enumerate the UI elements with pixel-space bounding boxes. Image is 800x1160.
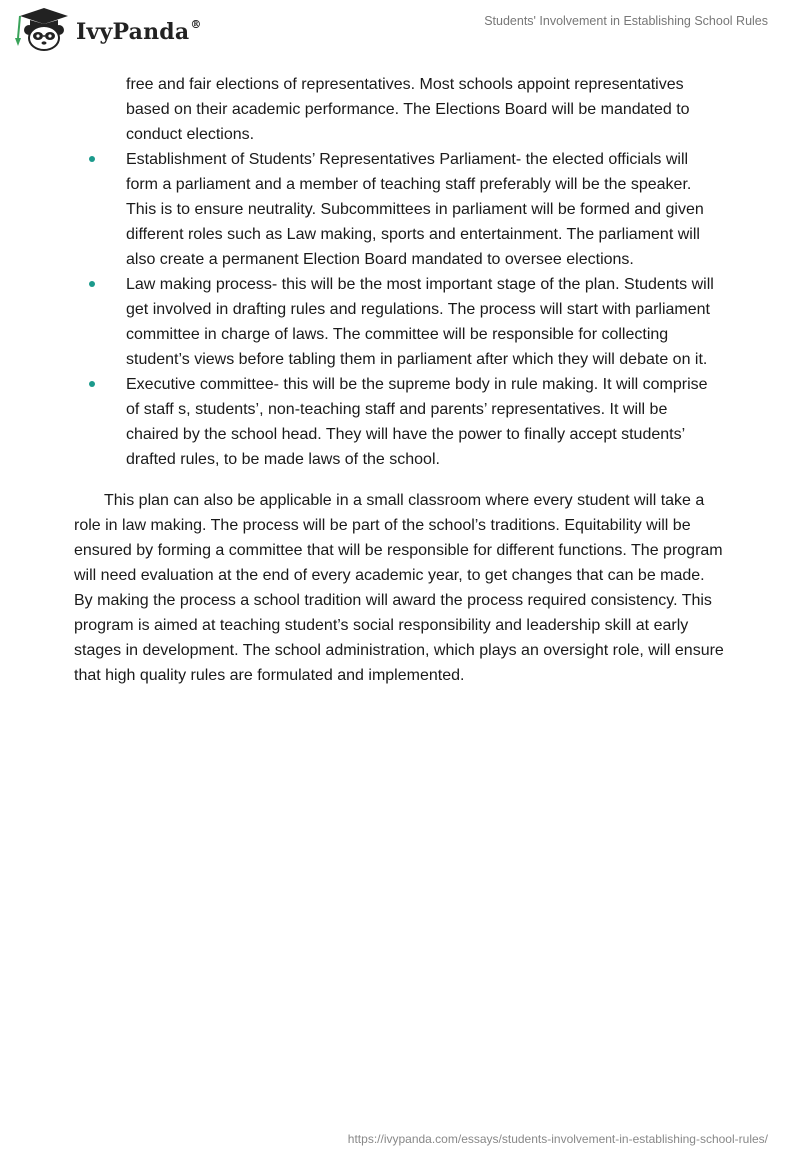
bullet-text: Executive committee- this will be the supreme body in rule making. It will comprise of staff s, students’, non-teaching staff and parents’ representatives. It will be chaired by the school head. They will have the power to finally accept students’ drafted rules, to be made laws of the school. xyxy=(126,376,708,468)
logo-wordmark: IvyPanda® xyxy=(76,17,202,45)
bullet-dot-icon xyxy=(89,281,95,287)
bullet-list xyxy=(74,147,724,472)
source-url-link[interactable]: https://ivypanda.com/essays/students-involvement-in-establishing-school-rules/ xyxy=(347,1132,768,1146)
bullet-item xyxy=(74,272,724,372)
bullet-item xyxy=(74,372,724,472)
panda-graduate-icon xyxy=(14,8,70,52)
document-title: Students' Involvement in Establishing School Rules xyxy=(484,14,768,28)
bullet-dot-icon xyxy=(89,381,95,387)
essay-content xyxy=(74,72,724,688)
page-header xyxy=(0,0,800,60)
body-paragraph: This plan can also be applicable in a small classroom where every student will take a role in law making. The process will be part of the school’s traditions. Equitability will be ensured by forming a committee that will be responsible for different functions. The program will need evaluation at the end of every academic year, to get changes that can be made. By making the process a school tradition will award the process required consistency. This program is aimed at teaching student’s social responsibility and leadership skill at early stages in development. The school administration, which plays an oversight role, will ensure that high quality rules are formulated and implemented. xyxy=(74,492,724,684)
bullet-item xyxy=(74,147,724,272)
registered-mark: ® xyxy=(190,17,202,31)
bullet-dot-icon xyxy=(89,156,95,162)
bullet-continuation-text: free and fair elections of representatives. Most schools appoint representatives based on their academic performance. The Elections Board will be mandated to conduct elections. xyxy=(126,76,690,143)
bullet-text: Law making process- this will be the most important stage of the plan. Students will get involved in drafting rules and regulations. The process will start with parliament committee in charge of laws. The committee will be responsible for collecting student’s views before tabling them in parliament after which they will debate on it. xyxy=(126,276,714,368)
bullet-text: Establishment of Students’ Representatives Parliament- the elected officials will form a parliament and a member of teaching staff preferably will be the speaker. This is to ensure neutrality. Subcommittees in parliament will be formed and given different roles such as Law making, sports and entertainment. The parliament will also create a permanent Election Board mandated to oversee elections. xyxy=(126,151,704,268)
ivypanda-logo[interactable] xyxy=(14,8,202,52)
